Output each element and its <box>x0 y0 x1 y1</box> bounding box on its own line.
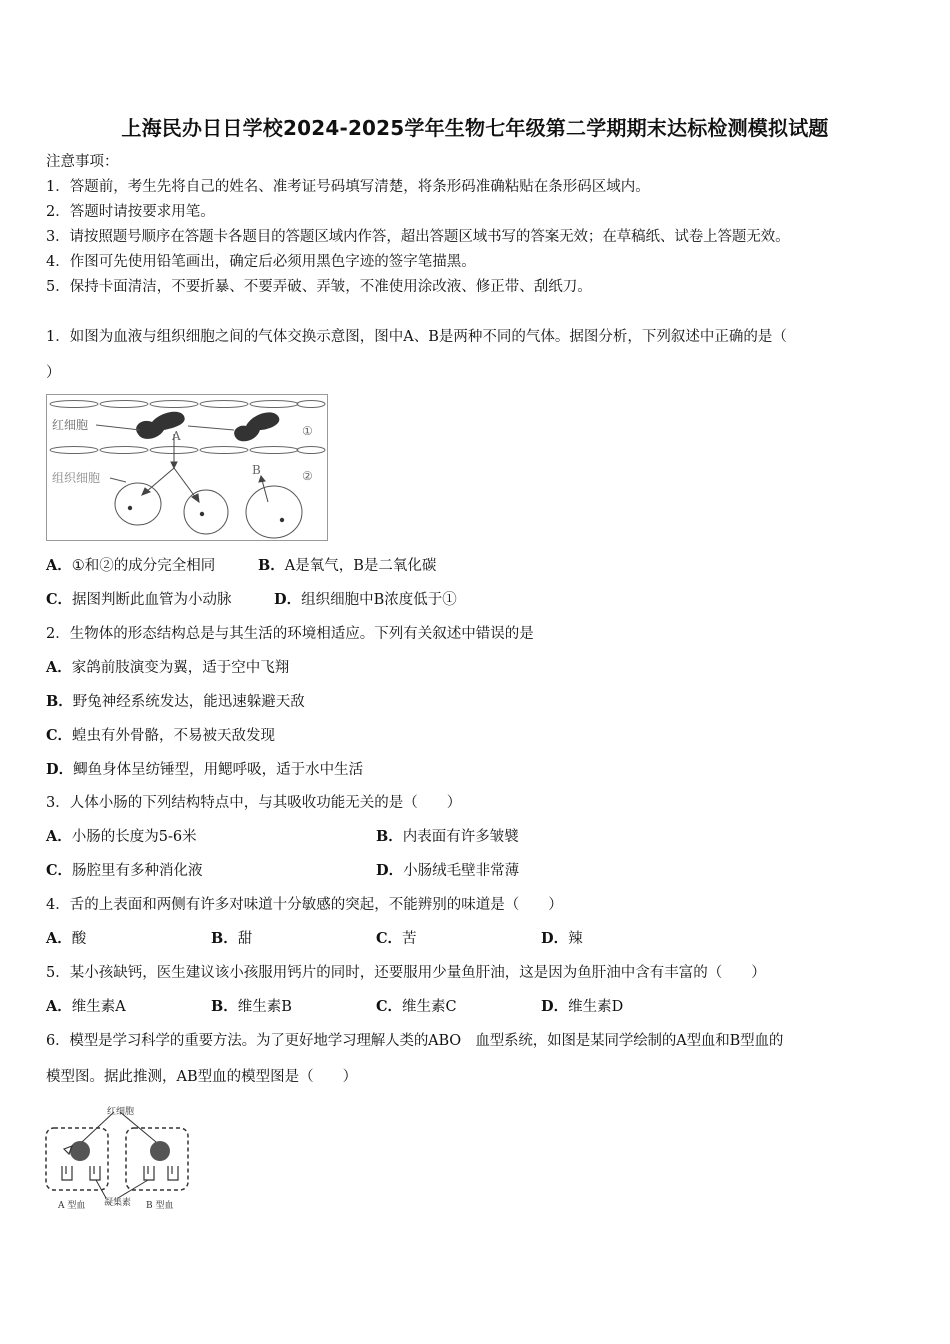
option-letter: C． <box>376 930 403 947</box>
rbc-label: 红细胞 <box>107 1107 135 1117</box>
q4-option-d[interactable] <box>541 929 583 949</box>
notice-heading: 注意事项： <box>46 154 119 170</box>
question-3-stem: 3．人体小肠的下列结构特点中，与其吸收功能无关的是（ ） <box>46 795 462 811</box>
marker-1: ① <box>302 424 313 438</box>
option-letter: A． <box>46 998 72 1015</box>
question-6-stem: 6．模型是学习科学的重要方法。为了更好地学习理解人类的ABO 血型系统，如图是某同学绘制的A型血和B型血的 <box>46 1033 784 1049</box>
agglutinin-label: 凝集素 <box>104 1198 132 1208</box>
page-title: 上海民办日日学校2024-2025学年生物七年级第二学期期末达标检测模拟试题 <box>121 116 829 140</box>
q1-option-d[interactable] <box>274 590 457 610</box>
blood-type-model-figure <box>44 1104 196 1212</box>
b-type-red-cell <box>150 1141 170 1161</box>
option-text: 小肠绒毛壁非常薄 <box>403 863 520 879</box>
option-letter: B． <box>258 557 285 574</box>
rbc-label: 红细胞 <box>52 418 89 432</box>
b-type-label: B 型血 <box>146 1201 174 1211</box>
option-letter: D． <box>274 591 302 608</box>
gas-b-label: B <box>252 463 261 477</box>
question-2-stem: 2．生物体的形态结构总是与其生活的环境相适应。下列有关叙述中错误的是 <box>46 626 534 642</box>
option-letter: B． <box>46 693 73 710</box>
option-text: 辣 <box>568 931 583 947</box>
question-5-stem: 5．某小孩缺钙，医生建议该小孩服用钙片的同时，还要服用少量鱼肝油，这是因为鱼肝油中含有丰富的（ ） <box>46 965 766 981</box>
tissue-cell-label: 组织细胞 <box>52 471 101 485</box>
option-text: 酸 <box>71 931 87 947</box>
option-letter: A． <box>46 828 72 845</box>
option-text: A是氧气，B是二氧化碳 <box>284 558 437 574</box>
notice-item: 3．请按照题号顺序在答题卡各题目的答题区域内作答，超出答题区域书写的答案无效；在草稿纸、试卷上答题无效。 <box>46 229 790 245</box>
q4-option-b[interactable] <box>211 929 252 949</box>
q2-option-c[interactable] <box>46 726 275 746</box>
gas-exchange-figure <box>46 394 328 541</box>
option-text: 据图判断此血管为小动脉 <box>72 592 232 608</box>
q2-option-a[interactable] <box>46 658 289 678</box>
option-text: 野兔神经系统发达，能迅速躲避天敌 <box>72 694 305 710</box>
option-text: 维生素A <box>71 999 126 1015</box>
option-text: 小肠的长度为5-6米 <box>71 829 197 845</box>
q5-option-a[interactable] <box>46 997 126 1017</box>
q3-option-c[interactable] <box>46 861 203 881</box>
option-text: ①和②的成分完全相同 <box>71 558 216 574</box>
question-1-stem-end: ） <box>46 365 61 381</box>
option-letter: D． <box>541 930 569 947</box>
q3-option-a[interactable] <box>46 827 197 847</box>
q3-option-b[interactable] <box>376 827 519 847</box>
option-letter: C． <box>46 862 73 879</box>
notice-item: 5．保持卡面清洁，不要折暴、不要弄破、弄皱，不准使用涂改液、修正带、刮纸刀。 <box>46 279 592 295</box>
option-letter: A． <box>46 930 72 947</box>
option-text: 甜 <box>237 931 253 947</box>
option-text: 蝗虫有外骨骼，不易被天敌发现 <box>72 728 276 744</box>
notice-item: 1．答题前，考生先将自己的姓名、准考证号码填写清楚，将条形码准确粘贴在条形码区域内。 <box>46 179 650 195</box>
q5-option-b[interactable] <box>211 997 292 1017</box>
q3-option-d[interactable] <box>376 861 519 881</box>
option-letter: D． <box>46 761 74 778</box>
option-text: 维生素B <box>237 999 292 1015</box>
marker-2: ② <box>302 469 313 483</box>
option-letter: B． <box>376 828 403 845</box>
option-text: 维生素C <box>402 999 457 1015</box>
option-text: 内表面有许多皱襞 <box>402 829 519 845</box>
option-text: 肠腔里有多种消化液 <box>72 863 203 879</box>
q4-option-c[interactable] <box>376 929 417 949</box>
q2-option-d[interactable] <box>46 760 363 780</box>
question-1-stem: 1．如图为血液与组织细胞之间的气体交换示意图，图中A、B是两种不同的气体。据图分析，下列叙述中正确的是（ <box>46 329 787 345</box>
question-4-stem: 4．舌的上表面和两侧有许多对味道十分敏感的突起，不能辨别的味道是（ ） <box>46 897 563 913</box>
a-type-red-cell <box>70 1141 90 1161</box>
q1-option-b[interactable] <box>258 556 436 576</box>
option-letter: C． <box>46 727 73 744</box>
q1-option-a[interactable] <box>46 556 215 576</box>
option-letter: C． <box>46 591 73 608</box>
notice-item: 4．作图可先使用铅笔画出，确定后必须用黑色字迹的签字笔描黑。 <box>46 254 476 270</box>
option-text: 苦 <box>402 931 417 947</box>
option-text: 家鸽前肢演变为翼，适于空中飞翔 <box>71 660 290 676</box>
option-text: 组织细胞中B浓度低于① <box>301 592 457 608</box>
option-text: 维生素D <box>568 999 624 1015</box>
option-letter: A． <box>46 659 72 676</box>
q5-option-d[interactable] <box>541 997 623 1017</box>
q4-option-a[interactable] <box>46 929 86 949</box>
q2-option-b[interactable] <box>46 692 305 712</box>
q5-option-c[interactable] <box>376 997 457 1017</box>
option-letter: B． <box>211 998 238 1015</box>
option-letter: A． <box>46 557 72 574</box>
a-type-label: A 型血 <box>58 1201 86 1211</box>
option-letter: C． <box>376 998 403 1015</box>
option-letter: D． <box>376 862 404 879</box>
option-text: 鲫鱼身体呈纺锤型，用鳃呼吸，适于水中生活 <box>73 762 364 778</box>
notice-item: 2．答题时请按要求用笔。 <box>46 204 215 220</box>
gas-a-label: A <box>172 429 181 443</box>
option-letter: D． <box>541 998 569 1015</box>
option-letter: B． <box>211 930 238 947</box>
q1-option-c[interactable] <box>46 590 232 610</box>
question-6-stem-cont: 模型图。据此推测，AB型血的模型图是（ ） <box>46 1069 358 1085</box>
